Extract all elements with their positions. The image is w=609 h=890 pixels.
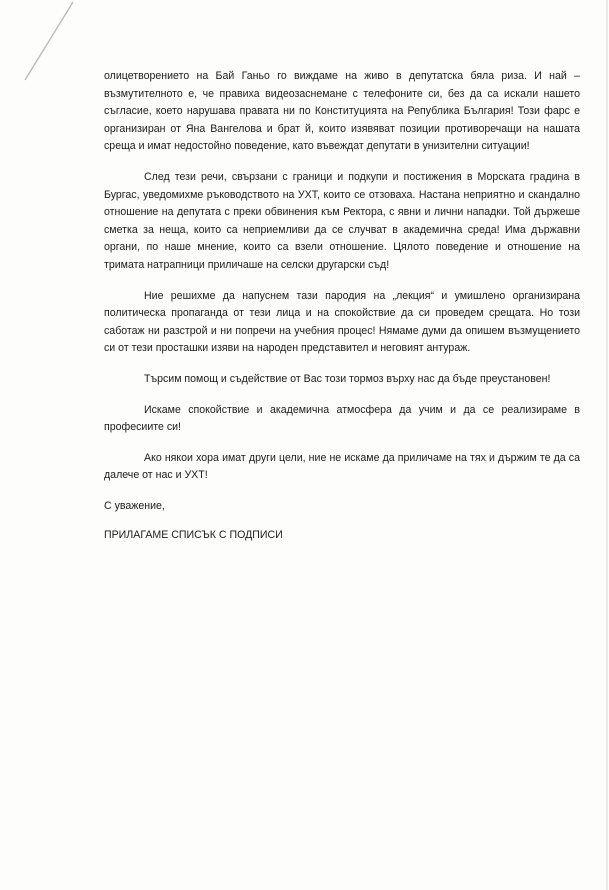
paragraph-4: Търсим помощ и съдействие от Вас този тормоз върху нас да бъде преустановен! — [144, 372, 551, 385]
attachment-note: ПРИЛАГАМЕ СПИСЪК С ПОДПИСИ — [104, 529, 283, 542]
paragraph-2: След тези речи, свързани с граници и подкупи и постижения в Морската градина в Бургас, уведомихме ръководството на УХТ, които се отзоваха. Настана неприятно и скандално отношение на депутата с преки обвинения към Ректора, с явни и лични нападки. Той държеше сметка за неща, които са неприемливи да се случват в академична среда! Има държавни органи, по наше мнение, които са взели отношение. Цялото поведение и отношение на тримата натрапници приличаше на селски другарски съд! — [104, 170, 580, 271]
scan-fold-line — [25, 2, 73, 80]
paragraph-3: Ние решихме да напуснем тази пародия на „лекция“ и умишлено организирана политическа пропаганда от тези лица и на спокойствие да си проведем срещата. Но този саботаж ни разстрой и ни попречи на учебния процес! Нямаме думи да опишем възмущението си от тези просташки изяви на народен представител и неговият антураж. — [104, 289, 580, 355]
paragraph-5: Искаме спокойствие и академична атмосфера да учим и да се реализираме в професиите си! — [104, 403, 580, 434]
closing-salutation: С уважение, — [104, 499, 165, 512]
paragraph-6: Ако някои хора имат други цели, ние не искаме да приличаме на тях и държим те да са далече от нас и УХТ! — [104, 451, 580, 482]
letter-body — [104, 68, 580, 545]
paragraph-1: олицетворението на Бай Ганьо го виждаме на живо в депутатска бяла риза. И най – възмутителното е, че правиха видеозаснемане с телефоните си, без да са искали нашето съгласие, което нарушава правата ни по Конституцията на Република България! Този фарс е организиран от Яна Вангелова и брат й, които изявяват позиции противоречащи на нашата среща и имат недостойно поведение, като въвеждат депутати в унизителни ситуации! — [104, 70, 580, 153]
